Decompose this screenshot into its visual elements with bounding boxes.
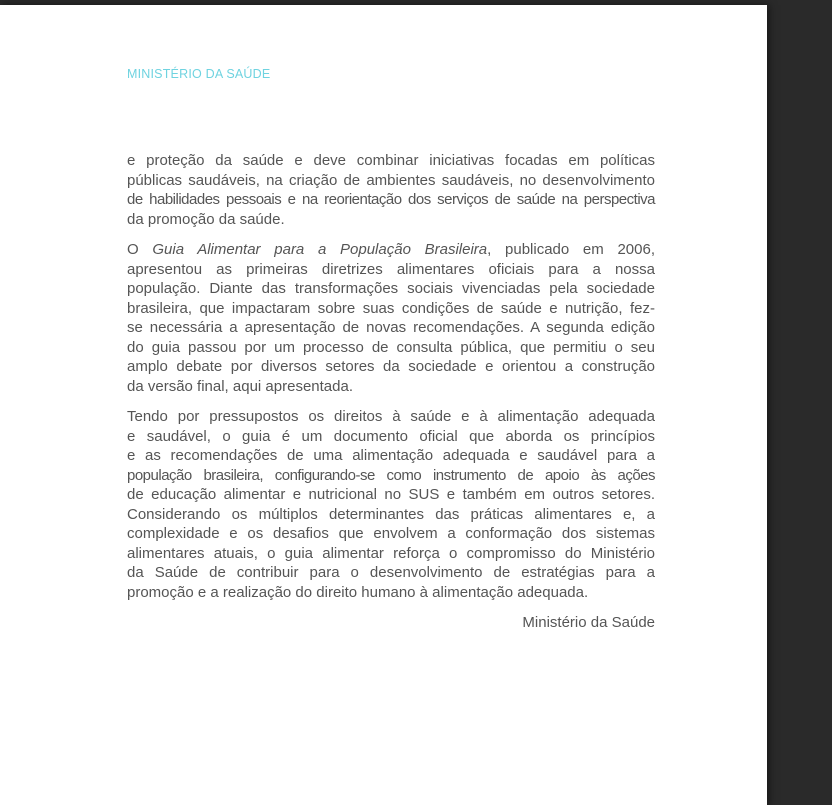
text-line: do guia passou por um processo de consulta pública, que permitiu o seu	[127, 338, 655, 356]
text-line: complexidade e os desafios que envolvem a conformação dos sistemas	[127, 525, 655, 542]
text-line: brasileira, que impactaram sobre suas condições de saúde e nutrição, fez-	[127, 299, 655, 317]
text-line: de habilidades pessoais e na reorientação dos serviços de saúde na perspectiva	[127, 191, 655, 208]
text-line: apresentou as primeiras diretrizes alimentares oficiais para a nossa	[127, 260, 655, 278]
text-line: da versão final, aqui apresentada.	[127, 377, 353, 395]
text-line: amplo debate por diversos setores da sociedade e orientou a construção	[127, 358, 655, 375]
running-header: MINISTÉRIO DA SAÚDE	[127, 67, 271, 81]
text: , publicado em 2006,	[487, 241, 655, 258]
text-line	[127, 240, 655, 260]
text-line: e as recomendações de uma alimentação adequada e saudável para a	[127, 447, 655, 464]
text-line: promoção e a realização do direito humano à alimentação adequada.	[127, 583, 589, 601]
text-line: da promoção da saúde.	[127, 210, 285, 228]
paragraph-3	[127, 407, 655, 602]
text-line: públicas saudáveis, na criação de ambientes saudáveis, no desenvolvimento	[127, 171, 655, 189]
book-title: Guia Alimentar para a População Brasileira	[152, 241, 488, 258]
paragraph-1	[127, 151, 655, 229]
text-line: Considerando os múltiplos determinantes das práticas alimentares e, a	[127, 505, 655, 523]
text-line: e proteção da saúde e deve combinar iniciativas focadas em políticas	[127, 152, 655, 169]
text-line: população brasileira, configurando-se como instrumento de apoio às ações	[127, 466, 655, 484]
pdf-page	[0, 5, 767, 805]
text-line: de educação alimentar e nutricional no SUS e também em outros setores.	[127, 486, 655, 503]
text-line: população. Diante das transformações sociais vivenciadas pela sociedade	[127, 280, 655, 297]
page-body	[127, 151, 655, 633]
paragraph-2	[127, 240, 655, 396]
text-line: se necessária a apresentação de novas recomendações. A segunda edição	[127, 319, 655, 336]
text: O	[127, 241, 153, 258]
text-line: da Saúde de contribuir para o desenvolvimento de estratégias para a	[127, 564, 655, 581]
text-line: alimentares atuais, o guia alimentar reforça o compromisso do Ministério	[127, 544, 655, 562]
text-line: Tendo por pressupostos os direitos à saúde e à alimentação adequada	[127, 408, 655, 425]
signature: Ministério da Saúde	[522, 614, 655, 631]
text-line: e saudável, o guia é um documento oficial que aborda os princípios	[127, 427, 655, 445]
